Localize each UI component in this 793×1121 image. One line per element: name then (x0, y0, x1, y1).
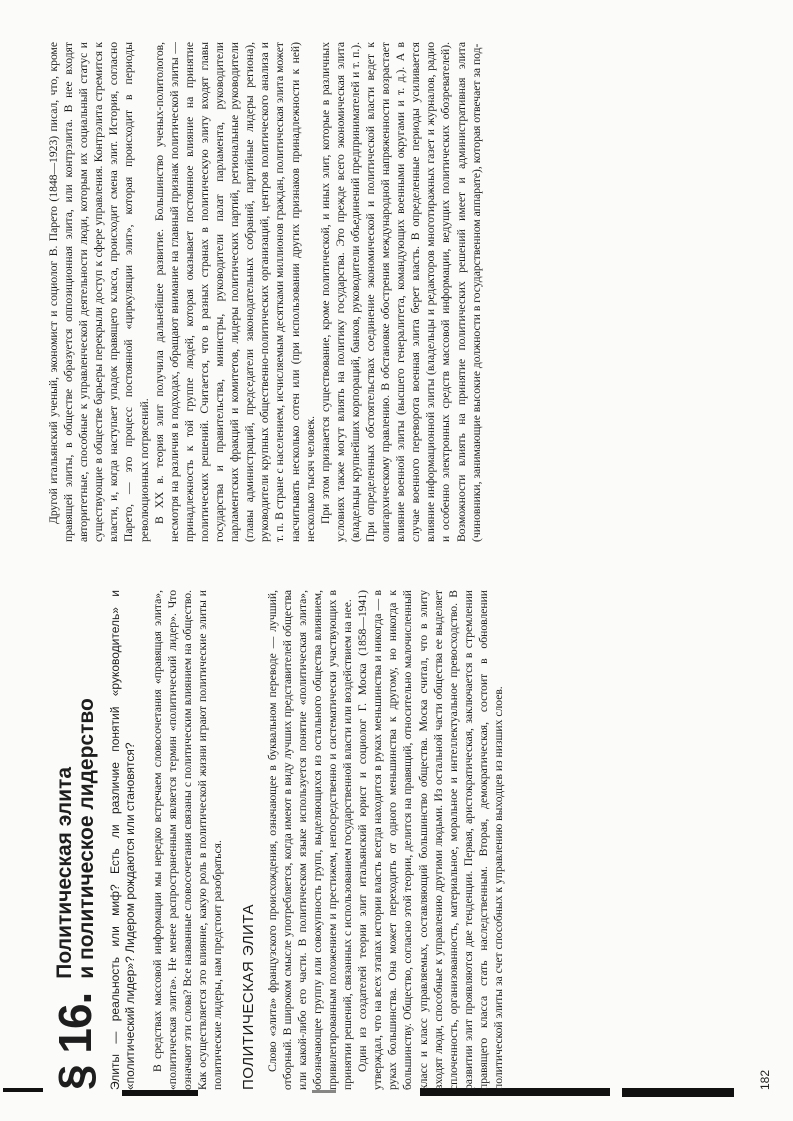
rotated-book-page (46, 20, 772, 1090)
section-number: § 16. (49, 992, 101, 1090)
section-title (54, 698, 98, 979)
scan-edge-mark (3, 1088, 43, 1092)
paragraph: В XX в. теория элит получила дальнейшее развитие. Большинство ученых-политологов, несмотря на различия в подходах, обращают внимание на главный признак политической элиты — принадлежность к той группе людей, которая оказывает постоянное влияние на принятие политических решений. Считается, что в разных странах в политическую элиту входят главы государства и правительства, министры, руководители палат парламента, руководители парламентских фракций и комитетов, лидеры политических партий, региональные руководители (главы администраций, председатели законодательных собраний, партийные лидеры региона), руководители крупных общественно-политических организаций, центров политического анализа и т. п. В стране с населением, исчисляемым десятками миллионов граждан, политическая элита может насчитывать несколько сотен или (при использовании других признаков принадлежности к ней) несколько тысяч человек. (152, 42, 317, 542)
paragraph: Один из создателей теории элит итальянский юрист и социолог Г. Моска (1858—1941) утверждал, что на всех этапах истории власть всегда находится в руках меньшинства и никогда — в руках большинства. Она может переходить от одного меньшинства к другому, но никогда к большинству. Общество, согласно этой теории, делится на правящий, относительно малочисленный класс и класс управляемых, составляющий большинство общества. Моска считал, что в элиту входят люди, способные к управлению другими людьми. Из остальной части общества ее выделяет сплоченность, организованность, материальное, моральное и интеллектуальное превосходство. В развитии элит проявляются две тенденции. Первая, аристократическая, заключается в стремлении правящего класса стать наследственным. Вторая, демократическая, состоит в обновлении политической элиты за счет способных к управлению выходцев из низших слоев. (356, 590, 505, 1090)
subheading: ПОЛИТИЧЕСКАЯ ЭЛИТА (240, 903, 258, 1090)
paragraph: В средствах массовой информации мы нередко встречаем словосочетания «правящая элита», «политическая элита». Не менее распространенным является термин «политический лидер». Что означают эти слова? Все названные словосочетания связаны с политическим влиянием на общество. Как осуществляется это влияние, какую роль в политической жизни играют политические элиты и политические лидеры, нам предстоит разобраться. (151, 590, 225, 1090)
page-number: 182 (758, 1069, 772, 1090)
section-heading (49, 590, 101, 1090)
left-column (46, 590, 746, 1090)
paragraph: Слово «элита» французского происхождения, означающее в буквальном переводе — лучший, отборный. В широком смысле употребляется, когда имеют в виду лучших представителей общества или какой-либо его части. В политическом языке используется понятие «политическая элита», обозначающее группу или совокупность групп, выделяющихся из остального общества влиянием, привилегированным положением и престижем, непосредственно и систематически участвующих в принятии решений, связанных с использованием государственной власти или воздействием на нее. (265, 590, 355, 1090)
scan-edge-mark (122, 1090, 198, 1096)
section-title-line-1: Политическая элита (53, 767, 76, 979)
section-title-line-2: и политическое лидерство (75, 698, 98, 979)
paragraph: При этом признается существование, кроме политической, и иных элит, которые в различных условиях также могут влиять на политику государства. Это прежде всего экономическая элита (владельцы крупнейших корпораций, банков, руководители объединений предпринимателей и т. п.). При определенных обстоятельствах соединение экономической и политической власти ведет к олигархическому правлению. В обстановке обострения международной напряженности возрастает влияние военной элиты (высшего генералитета, командующих военными округами и т. д.). А в случае военного переворота военная элита берет власть. В определенные периоды усиливается влияние информационной элиты (владельцы и редакторов многотиражных газет и журналов, радио и особенно электронных средств массовой информации, ведущих политических обозревателей). Возможности влиять на принятие политических решений имеет и административная элита (чиновники, занимающие высокие должности в государственном аппарате), которая отвечает за под- (318, 42, 483, 542)
right-column (46, 42, 746, 542)
scan-edge-mark (312, 1090, 336, 1093)
intro-questions: Элиты — реальность или миф? Есть ли различие понятий «руководитель» и «политический лидер»? Лидером рождаются или становятся? (108, 590, 137, 1090)
paragraph: Другой итальянский ученый, экономист и социолог В. Парето (1848—1923) писал, что, кроме правящей элиты, в обществе образуется оппозиционная элита, или контрэлита. В нее входят авторитетные, способные к управленческой деятельности люди, которым их социальный статус и существующие в обществе барьеры перекрыли доступ к сфере управления. Контрэлита стремится к власти, и, когда наступает упадок правящего класса, происходит смена элит. История, согласно Парето, — это процесс постоянной «циркуляции элит», которая происходит в периоды революционных потрясений. (47, 42, 151, 542)
